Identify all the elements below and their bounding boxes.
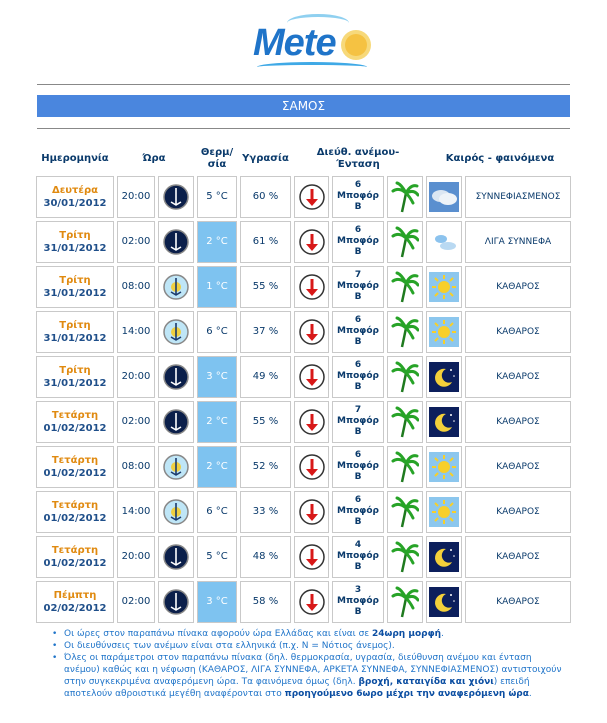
few-clouds-icon <box>426 221 462 263</box>
date-cell <box>36 446 114 488</box>
palm-tree-icon <box>387 581 423 623</box>
temperature-cell: 3 °C <box>197 356 237 398</box>
table-row <box>0 266 607 310</box>
beaufort-number: 6 <box>354 450 362 460</box>
beaufort-number: 6 <box>354 360 362 370</box>
time-cell: 14:00 <box>117 311 155 353</box>
compass-day-icon <box>158 446 194 488</box>
cloudy-icon <box>426 176 462 218</box>
wind-strength-cell <box>332 401 384 443</box>
humidity-cell: 61 % <box>240 221 291 263</box>
note-item <box>50 628 570 640</box>
compass-night-icon <box>158 176 194 218</box>
sun-icon <box>426 491 462 533</box>
day-name: Πέμπτη <box>53 590 97 601</box>
humidity-cell: 33 % <box>240 491 291 533</box>
divider-bottom <box>37 128 570 129</box>
wind-strength-cell <box>332 176 384 218</box>
date-cell <box>36 356 114 398</box>
palm-tree-icon <box>387 401 423 443</box>
humidity-cell: 52 % <box>240 446 291 488</box>
beaufort-direction: Β <box>354 607 362 617</box>
beaufort-direction: Β <box>354 427 362 437</box>
day-name: Τετάρτη <box>51 545 99 556</box>
table-row <box>0 176 607 220</box>
compass-night-icon <box>158 401 194 443</box>
beaufort-word: Μποφόρ <box>337 371 379 381</box>
beaufort-number: 6 <box>354 225 362 235</box>
beaufort-direction: Β <box>354 382 362 392</box>
header-temp-line1: Θερμ/ <box>200 147 234 158</box>
date-value: 01/02/2012 <box>43 558 107 569</box>
note-text: Οι διευθύνσεις των ανέμων είναι στα ελληνικά (π.χ. N = Νότιος άνεμος). <box>64 641 395 651</box>
beaufort-number: 6 <box>354 315 362 325</box>
compass-night-icon <box>158 221 194 263</box>
temperature-cell: 5 °C <box>197 176 237 218</box>
humidity-cell: 55 % <box>240 401 291 443</box>
beaufort-word: Μποφόρ <box>337 281 379 291</box>
time-cell: 08:00 <box>117 446 155 488</box>
moon-icon <box>426 356 462 398</box>
beaufort-direction: Β <box>354 562 362 572</box>
table-row <box>0 446 607 490</box>
beaufort-direction: Β <box>354 472 362 482</box>
red-arrow-icon <box>294 356 329 398</box>
humidity-cell: 37 % <box>240 311 291 353</box>
humidity-cell: 48 % <box>240 536 291 578</box>
temperature-cell: 6 °C <box>197 491 237 533</box>
note-text: . <box>441 629 444 639</box>
day-name: Τρίτη <box>59 365 91 376</box>
compass-day-icon <box>158 311 194 353</box>
day-name: Τρίτη <box>59 230 91 241</box>
beaufort-word: Μποφόρ <box>337 236 379 246</box>
beaufort-direction: Β <box>354 247 362 257</box>
compass-night-icon <box>158 536 194 578</box>
date-cell <box>36 491 114 533</box>
wind-strength-cell <box>332 446 384 488</box>
condition-cell: ΚΑΘΑΡΟΣ <box>465 536 571 578</box>
time-cell: 20:00 <box>117 536 155 578</box>
sun-icon <box>426 311 462 353</box>
beaufort-number: 6 <box>354 180 362 190</box>
condition-cell: ΣΥΝΝΕΦΙΑΣΜΕΝΟΣ <box>465 176 571 218</box>
time-cell: 20:00 <box>117 176 155 218</box>
note-text: Όλες οι παράμετροι στον παραπάνω πίνακα (δηλ. θερμοκρασία, υγρασία, διεύθυνση ανέμου και ένταση ανέμου) καθώς και η νέφωση (ΚΑΘΑΡΟΣ, ΛΙΓΑ ΣΥΝΝΕΦΑ, ΑΡΚΕΤΑ ΣΥΝΝΕΦΑ, ΣΥΝΝΕΦΙΑΣΜΕΝΟΣ) αντιστοιχούν στην συγκεκριμένα αναφερόμενη ώρα. Τα φαινόμενα όμως (δηλ. <box>64 653 562 687</box>
date-value: 30/01/2012 <box>43 198 107 209</box>
header-wind <box>310 147 406 171</box>
humidity-cell: 49 % <box>240 356 291 398</box>
date-cell <box>36 536 114 578</box>
day-name: Τρίτη <box>59 320 91 331</box>
temperature-cell: 1 °C <box>197 266 237 308</box>
table-row <box>0 221 607 265</box>
wind-strength-cell <box>332 311 384 353</box>
beaufort-word: Μποφόρ <box>337 551 379 561</box>
beaufort-word: Μποφόρ <box>337 416 379 426</box>
temperature-cell: 5 °C <box>197 536 237 578</box>
logo-text: Mete <box>253 22 336 64</box>
red-arrow-icon <box>294 536 329 578</box>
note-item <box>50 652 570 700</box>
date-value: 01/02/2012 <box>43 513 107 524</box>
condition-cell: ΚΑΘΑΡΟΣ <box>465 356 571 398</box>
red-arrow-icon <box>294 401 329 443</box>
header-temperature <box>195 147 239 171</box>
condition-cell: ΚΑΘΑΡΟΣ <box>465 311 571 353</box>
red-arrow-icon <box>294 581 329 623</box>
beaufort-number: 3 <box>354 585 362 595</box>
date-cell <box>36 581 114 623</box>
header-temp-line2: σία <box>207 159 227 170</box>
condition-cell: ΚΑΘΑΡΟΣ <box>465 401 571 443</box>
table-header <box>0 144 607 174</box>
sun-icon <box>426 446 462 488</box>
header-wind-line1: Διεύθ. ανέμου- <box>316 147 400 158</box>
beaufort-direction: Β <box>354 202 362 212</box>
date-cell <box>36 176 114 218</box>
date-value: 01/02/2012 <box>43 423 107 434</box>
logo-waves <box>257 62 367 72</box>
time-cell: 02:00 <box>117 401 155 443</box>
date-value: 31/01/2012 <box>43 288 107 299</box>
date-value: 31/01/2012 <box>43 333 107 344</box>
header-weather: Καιρός - φαινόμενα <box>445 153 555 164</box>
wind-strength-cell <box>332 536 384 578</box>
beaufort-direction: Β <box>354 517 362 527</box>
palm-tree-icon <box>387 356 423 398</box>
red-arrow-icon <box>294 176 329 218</box>
moon-icon <box>426 536 462 578</box>
compass-day-icon <box>158 266 194 308</box>
note-text: . <box>528 689 532 699</box>
date-cell <box>36 311 114 353</box>
date-value: 31/01/2012 <box>43 378 107 389</box>
note-emphasis: βροχή, καταιγίδα και χιόνι <box>358 677 494 687</box>
date-value: 02/02/2012 <box>43 603 107 614</box>
palm-tree-icon <box>387 176 423 218</box>
time-cell: 14:00 <box>117 491 155 533</box>
compass-night-icon <box>158 581 194 623</box>
beaufort-number: 7 <box>354 405 362 415</box>
wind-strength-cell <box>332 491 384 533</box>
palm-tree-icon <box>387 221 423 263</box>
table-row <box>0 581 607 625</box>
compass-day-icon <box>158 491 194 533</box>
beaufort-direction: Β <box>354 337 362 347</box>
day-name: Δευτέρα <box>51 185 99 196</box>
temperature-cell: 2 °C <box>197 221 237 263</box>
time-cell: 20:00 <box>117 356 155 398</box>
condition-cell: ΚΑΘΑΡΟΣ <box>465 491 571 533</box>
day-name: Τετάρτη <box>51 455 99 466</box>
beaufort-number: 6 <box>354 495 362 505</box>
beaufort-word: Μποφόρ <box>337 326 379 336</box>
day-name: Τρίτη <box>59 275 91 286</box>
date-cell <box>36 401 114 443</box>
beaufort-word: Μποφόρ <box>337 191 379 201</box>
temperature-cell: 2 °C <box>197 446 237 488</box>
beaufort-number: 4 <box>354 540 362 550</box>
beaufort-word: Μποφόρ <box>337 506 379 516</box>
time-cell: 08:00 <box>117 266 155 308</box>
location-title: ΣΑΜΟΣ <box>37 95 570 117</box>
beaufort-direction: Β <box>354 292 362 302</box>
table-row <box>0 401 607 445</box>
red-arrow-icon <box>294 491 329 533</box>
temperature-cell: 2 °C <box>197 401 237 443</box>
humidity-cell: 58 % <box>240 581 291 623</box>
table-row <box>0 491 607 535</box>
humidity-cell: 60 % <box>240 176 291 218</box>
moon-icon <box>426 581 462 623</box>
header-time: Ώρα <box>142 153 166 164</box>
note-emphasis: προηγούμενο 6ωρο μέχρι την αναφερόμενη ώρα <box>284 689 529 699</box>
palm-tree-icon <box>387 491 423 533</box>
table-row <box>0 356 607 400</box>
wind-strength-cell <box>332 581 384 623</box>
temperature-cell: 6 °C <box>197 311 237 353</box>
wind-strength-cell <box>332 266 384 308</box>
red-arrow-icon <box>294 446 329 488</box>
condition-cell: ΚΑΘΑΡΟΣ <box>465 446 571 488</box>
note-item <box>50 640 570 652</box>
table-row <box>0 311 607 355</box>
day-name: Τετάρτη <box>51 500 99 511</box>
red-arrow-icon <box>294 266 329 308</box>
humidity-cell: 55 % <box>240 266 291 308</box>
temperature-cell: 3 °C <box>197 581 237 623</box>
red-arrow-icon <box>294 221 329 263</box>
time-cell: 02:00 <box>117 581 155 623</box>
note-emphasis: 24ωρη μορφή <box>372 629 442 639</box>
header-date: Ημερομηνία <box>41 153 109 164</box>
sun-icon <box>426 266 462 308</box>
day-name: Τετάρτη <box>51 410 99 421</box>
sun-logo-icon <box>345 34 367 56</box>
wind-strength-cell <box>332 221 384 263</box>
palm-tree-icon <box>387 536 423 578</box>
header-humidity: Υγρασία <box>242 153 289 164</box>
condition-cell: ΚΑΘΑΡΟΣ <box>465 266 571 308</box>
note-text: ) επειδή αποτελούν αθροιστικά μεγέθη αναφέρονται στο <box>64 677 530 699</box>
meteo-logo[interactable] <box>237 12 377 74</box>
note-text: Οι ώρες στον παραπάνω πίνακα αφορούν ώρα Ελλάδας και είναι σε <box>64 629 372 639</box>
table-row <box>0 536 607 580</box>
time-cell: 02:00 <box>117 221 155 263</box>
beaufort-number: 7 <box>354 270 362 280</box>
condition-cell: ΚΑΘΑΡΟΣ <box>465 581 571 623</box>
date-cell <box>36 221 114 263</box>
palm-tree-icon <box>387 311 423 353</box>
date-cell <box>36 266 114 308</box>
palm-tree-icon <box>387 266 423 308</box>
divider-top <box>37 84 570 85</box>
date-value: 31/01/2012 <box>43 243 107 254</box>
beaufort-word: Μποφόρ <box>337 596 379 606</box>
date-value: 01/02/2012 <box>43 468 107 479</box>
moon-icon <box>426 401 462 443</box>
beaufort-word: Μποφόρ <box>337 461 379 471</box>
notes-list <box>50 628 570 700</box>
header-wind-line2: Ένταση <box>336 159 380 170</box>
wind-strength-cell <box>332 356 384 398</box>
compass-night-icon <box>158 356 194 398</box>
red-arrow-icon <box>294 311 329 353</box>
palm-tree-icon <box>387 446 423 488</box>
condition-cell: ΛΙΓΑ ΣΥΝΝΕΦΑ <box>465 221 571 263</box>
